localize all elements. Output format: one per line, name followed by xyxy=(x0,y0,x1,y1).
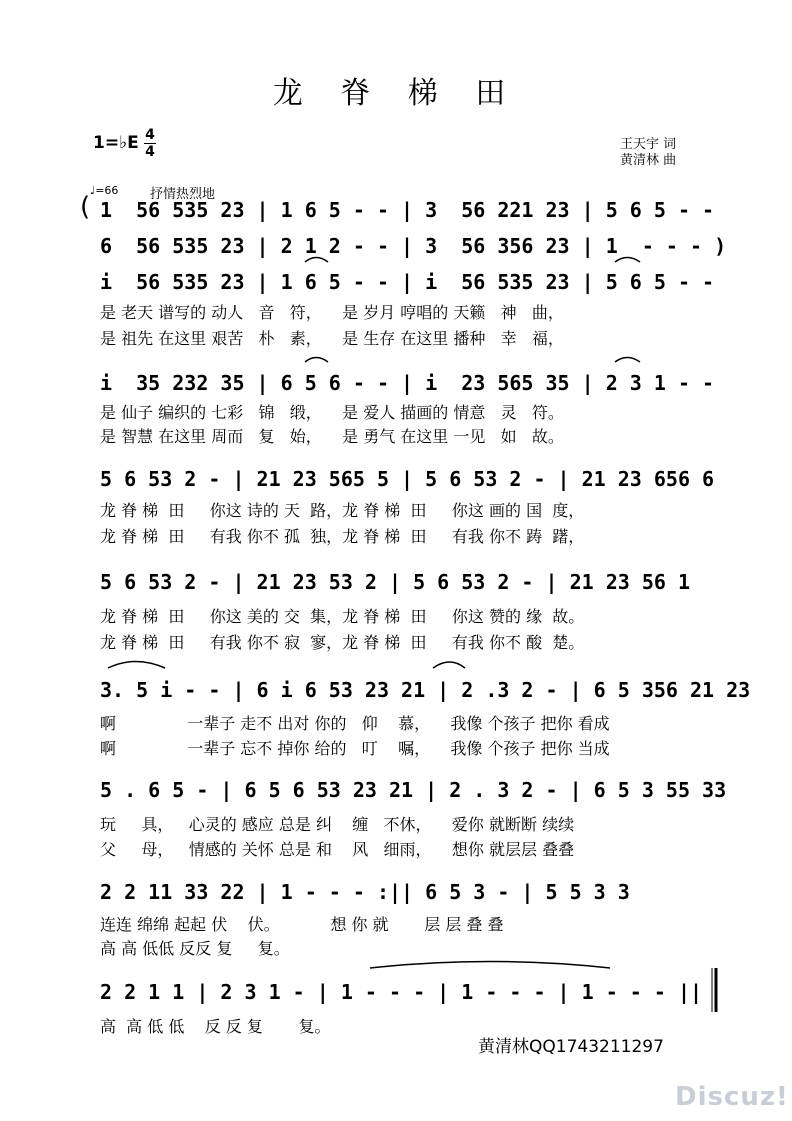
notation-row-5: 5 6 53 2 - | 21 23 565 5 | 5 6 53 2 - | 21 23 656 6 xyxy=(100,467,715,491)
lyrics-row-3-verse-1: 是 老天 谱写的 动人 音 符， 是 岁月 哼唱的 天籁 神 曲， xyxy=(100,303,564,322)
lyrics-row-7-verse-2: 啊 一辈子 忘不 掉你 给的 叮 嘱， 我像 个孩子 把你 当成 xyxy=(100,739,610,758)
slur xyxy=(305,358,328,363)
time-signature-bottom: 4 xyxy=(145,144,155,160)
slur xyxy=(433,662,465,668)
lyrics-row-8-verse-1: 玩 具， 心灵的 感应 总是 纠 缠 不休， 爱你 就断断 续续 xyxy=(100,815,575,834)
lyrics-row-6-verse-2: 龙 脊 梯 田 有我 你不 寂 寥，龙 脊 梯 田 有我 你不 酸 楚。 xyxy=(100,633,585,652)
slur xyxy=(305,258,328,263)
lyrics-row-8-verse-2: 父 母， 情感的 关怀 总是 和 风 细雨， 想你 就层层 叠叠 xyxy=(100,840,575,859)
lyrics-row-6-verse-1: 龙 脊 梯 田 你这 美的 交 集，龙 脊 梯 田 你这 赞的 缘 故。 xyxy=(100,607,585,626)
lyrics-row-3-verse-2: 是 祖先 在这里 艰苦 朴 素， 是 生存 在这里 播种 幸 福， xyxy=(100,329,564,348)
repeat-open-bracket: ( xyxy=(80,192,91,222)
tie xyxy=(370,962,610,969)
song-title: 龙 脊 梯 田 xyxy=(272,76,520,111)
notation-row-7: 3. 5 i - - | 6 i 6 53 23 21 | 2 .3 2 - | 6 5 356 21 23 xyxy=(100,678,751,702)
slur xyxy=(615,358,640,363)
notation-row-8: 5 . 6 5 - | 6 5 6 53 23 21 | 2 . 3 2 - | 6 5 3 55 33 xyxy=(100,778,727,802)
arranger-signature: 黄清林QQ1743211297 xyxy=(478,1037,664,1057)
notation-row-6: 5 6 53 2 - | 21 23 53 2 | 5 6 53 2 - | 21 23 56 1 xyxy=(100,570,691,594)
notation-row-1: 1 56 535 23 | 1 6 5 - - | 3 56 221 23 | 5 6 5 - - xyxy=(100,198,715,222)
notation-row-9: 2 2 11 33 22 | 1 - - - :|| 6 5 3 - | 5 5 3 3 xyxy=(100,880,630,904)
expression-marking: 抒情热烈地 xyxy=(150,187,216,202)
notation-row-3: i 56 535 23 | 1 6 5 - - | i 56 535 23 | 5 6 5 - - xyxy=(100,270,715,294)
tempo-marking: ♩=66 xyxy=(90,184,119,197)
key-signature: 1=♭E xyxy=(93,133,139,153)
lyrics-row-7-verse-1: 啊 一辈子 走不 出对 你的 仰 慕， 我像 个孩子 把你 看成 xyxy=(100,714,610,733)
lyrics-row-10-verse-1: 高 高 低 低 反 反 复 复。 xyxy=(100,1017,331,1036)
slur xyxy=(615,258,640,263)
composer: 黄清林 曲 xyxy=(620,153,677,168)
slur xyxy=(108,662,165,669)
time-signature-top: 4 xyxy=(145,127,155,143)
notation-row-10: 2 2 1 1 | 2 3 1 - | 1 - - - | 1 - - - | 1 - - - || xyxy=(100,980,703,1004)
lyrics-row-9-verse-2: 高 高 低低 反反 复 复。 xyxy=(100,939,290,958)
notation-row-4: i 35 232 35 | 6 5 6 - - | i 23 565 35 | 2 3 1 - - xyxy=(100,371,715,395)
lyrics-row-4-verse-2: 是 智慧 在这里 周而 复 始， 是 勇气 在这里 一见 如 故。 xyxy=(100,427,564,446)
lyrics-row-5-verse-1: 龙 脊 梯 田 你这 诗的 天 路，龙 脊 梯 田 你这 画的 国 度， xyxy=(100,501,585,520)
lyrics-row-4-verse-1: 是 仙子 编织的 七彩 锦 缎， 是 爱人 描画的 情意 灵 符。 xyxy=(100,403,564,422)
lyrics-row-5-verse-2: 龙 脊 梯 田 有我 你不 孤 独，龙 脊 梯 田 有我 你不 踌 躇， xyxy=(100,527,585,546)
lyricist: 王天宇 词 xyxy=(620,137,677,152)
discuz-watermark: Discuz! xyxy=(675,1082,789,1112)
lyrics-row-9-verse-1: 连连 绵绵 起起 伏 伏。 想 你 就 层 层 叠 叠 xyxy=(100,915,504,934)
notation-row-2: 6 56 535 23 | 2 1 2 - - | 3 56 356 23 | 1 - - - ) xyxy=(100,234,727,258)
